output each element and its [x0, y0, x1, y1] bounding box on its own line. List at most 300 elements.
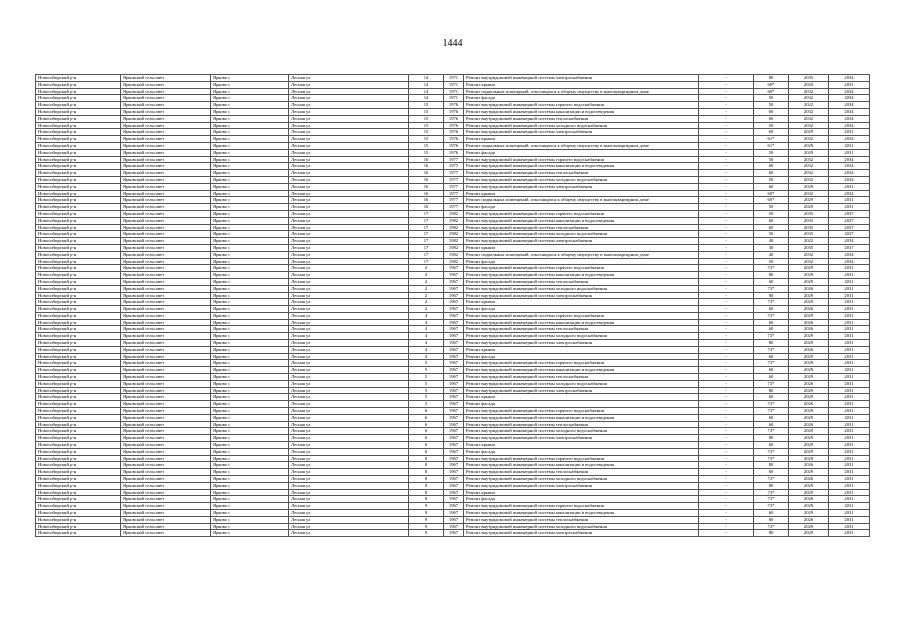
cell-wear-percent: 50: [754, 176, 789, 183]
cell-dash: -: [699, 353, 754, 360]
cell-wear-percent: 50: [754, 156, 789, 163]
cell-house-number: 16: [409, 197, 444, 204]
cell-house-number: 6: [409, 435, 444, 442]
cell-settlement: Ярковский сельсовет: [121, 353, 211, 360]
cell-dash: -: [699, 496, 754, 503]
cell-work-type: Ремонт внутридомовой инженерной системы электроснабжения: [464, 238, 699, 245]
cell-end-year: 2031: [829, 183, 870, 190]
cell-dash: -: [699, 387, 754, 394]
cell-wear-percent: 60: [754, 170, 789, 177]
cell-wear-percent: 60: [754, 469, 789, 476]
cell-district: Новосибирский р-н: [36, 306, 121, 313]
cell-locality: Ярково с: [211, 333, 289, 340]
cell-street: Лесная ул: [289, 442, 409, 449]
cell-end-year: 2031: [829, 421, 870, 428]
cell-settlement: Ярковский сельсовет: [121, 136, 211, 143]
cell-locality: Ярково с: [211, 414, 289, 421]
cell-settlement: Ярковский сельсовет: [121, 306, 211, 313]
table-row: [36, 496, 870, 503]
cell-locality: Ярково с: [211, 326, 289, 333]
cell-end-year: 2031: [829, 278, 870, 285]
cell-start-year: 2026: [789, 421, 829, 428]
cell-street: Лесная ул: [289, 115, 409, 122]
cell-district: Новосибирский р-н: [36, 510, 121, 517]
cell-house-number: 6: [409, 414, 444, 421]
table-row: [36, 299, 870, 306]
table-row: [36, 197, 870, 204]
table-row: [36, 176, 870, 183]
cell-settlement: Ярковский сельсовет: [121, 88, 211, 95]
cell-locality: Ярково с: [211, 231, 289, 238]
cell-house-number: 17: [409, 251, 444, 258]
cell-district: Новосибирский р-н: [36, 374, 121, 381]
cell-dash: -: [699, 346, 754, 353]
cell-district: Новосибирский р-н: [36, 476, 121, 483]
cell-street: Лесная ул: [289, 448, 409, 455]
cell-dash: -: [699, 333, 754, 340]
cell-street: Лесная ул: [289, 183, 409, 190]
cell-year-built: 1971: [444, 81, 464, 88]
cell-house-number: 15: [409, 129, 444, 136]
table-row: [36, 217, 870, 224]
cell-year-built: 1971: [444, 75, 464, 82]
table-row: [36, 428, 870, 435]
cell-wear-percent: 60*: [754, 197, 789, 204]
cell-settlement: Ярковский сельсовет: [121, 516, 211, 523]
table-row: [36, 224, 870, 231]
cell-start-year: 2029: [789, 272, 829, 279]
cell-locality: Ярково с: [211, 244, 289, 251]
cell-street: Лесная ул: [289, 278, 409, 285]
cell-year-built: 1982: [444, 244, 464, 251]
cell-end-year: 2034: [829, 176, 870, 183]
cell-end-year: 2031: [829, 496, 870, 503]
cell-house-number: 8: [409, 476, 444, 483]
cell-district: Новосибирский р-н: [36, 197, 121, 204]
table-row: [36, 510, 870, 517]
cell-dash: -: [699, 367, 754, 374]
cell-end-year: 2034: [829, 88, 870, 95]
cell-work-type: Ремонт внутридомовой инженерной системы горячего водоснабжения: [464, 210, 699, 217]
cell-settlement: Ярковский сельсовет: [121, 319, 211, 326]
cell-dash: -: [699, 469, 754, 476]
cell-work-type: Ремонт внутридомовой инженерной системы холодного водоснабжения: [464, 285, 699, 292]
cell-work-type: Ремонт внутридомовой инженерной системы горячего водоснабжения: [464, 455, 699, 462]
cell-settlement: Ярковский сельсовет: [121, 272, 211, 279]
cell-street: Лесная ул: [289, 523, 409, 530]
cell-dash: -: [699, 503, 754, 510]
cell-settlement: Ярковский сельсовет: [121, 285, 211, 292]
cell-street: Лесная ул: [289, 306, 409, 313]
cell-start-year: 2029: [789, 333, 829, 340]
cell-end-year: 2031: [829, 265, 870, 272]
cell-dash: -: [699, 476, 754, 483]
cell-end-year: 2031: [829, 272, 870, 279]
cell-start-year: 2029: [789, 448, 829, 455]
cell-wear-percent: 60: [754, 319, 789, 326]
cell-settlement: Ярковский сельсовет: [121, 108, 211, 115]
cell-year-built: 1967: [444, 367, 464, 374]
cell-dash: -: [699, 204, 754, 211]
cell-house-number: 2: [409, 265, 444, 272]
cell-street: Лесная ул: [289, 374, 409, 381]
cell-year-built: 1977: [444, 190, 464, 197]
cell-street: Лесная ул: [289, 482, 409, 489]
cell-year-built: 1982: [444, 231, 464, 238]
cell-settlement: Ярковский сельсовет: [121, 482, 211, 489]
cell-end-year: 2034: [829, 75, 870, 82]
cell-settlement: Ярковский сельсовет: [121, 312, 211, 319]
cell-year-built: 1976: [444, 122, 464, 129]
cell-settlement: Ярковский сельсовет: [121, 442, 211, 449]
cell-wear-percent: 50: [754, 210, 789, 217]
cell-district: Новосибирский р-н: [36, 523, 121, 530]
cell-work-type: Ремонт подвальных помещений, относящихся к общему имуществу в многоквартирном доме: [464, 142, 699, 149]
cell-year-built: 1967: [444, 319, 464, 326]
cell-year-built: 1976: [444, 108, 464, 115]
cell-work-type: Ремонт внутридомовой инженерной системы канализации и водоотведения: [464, 414, 699, 421]
table-row: [36, 136, 870, 143]
cell-end-year: 2034: [829, 156, 870, 163]
cell-year-built: 1967: [444, 428, 464, 435]
cell-house-number: 15: [409, 108, 444, 115]
cell-wear-percent: 50: [754, 149, 789, 156]
cell-dash: -: [699, 217, 754, 224]
cell-dash: -: [699, 88, 754, 95]
table-row: [36, 190, 870, 197]
cell-year-built: 1967: [444, 414, 464, 421]
cell-dash: -: [699, 482, 754, 489]
table-row: [36, 408, 870, 415]
table-row: [36, 265, 870, 272]
cell-end-year: 2034: [829, 122, 870, 129]
cell-house-number: 16: [409, 190, 444, 197]
cell-dash: -: [699, 163, 754, 170]
cell-year-built: 1976: [444, 136, 464, 143]
cell-wear-percent: 60: [754, 516, 789, 523]
cell-street: Лесная ул: [289, 340, 409, 347]
cell-end-year: 2031: [829, 408, 870, 415]
cell-work-type: Ремонт фасада: [464, 258, 699, 265]
cell-locality: Ярково с: [211, 476, 289, 483]
cell-street: Лесная ул: [289, 292, 409, 299]
cell-district: Новосибирский р-н: [36, 353, 121, 360]
table-row: [36, 285, 870, 292]
cell-work-type: Ремонт внутридомовой инженерной системы теплоснабжения: [464, 115, 699, 122]
cell-district: Новосибирский р-н: [36, 224, 121, 231]
cell-settlement: Ярковский сельсовет: [121, 156, 211, 163]
cell-wear-percent: 68*: [754, 88, 789, 95]
cell-settlement: Ярковский сельсовет: [121, 333, 211, 340]
cell-start-year: 2032: [789, 176, 829, 183]
cell-dash: -: [699, 374, 754, 381]
table-row: [36, 319, 870, 326]
cell-house-number: 6: [409, 421, 444, 428]
cell-street: Лесная ул: [289, 380, 409, 387]
cell-work-type: Ремонт внутридомовой инженерной системы горячего водоснабжения: [464, 312, 699, 319]
cell-work-type: Ремонт внутридомовой инженерной системы канализации и водоотведения: [464, 272, 699, 279]
cell-settlement: Ярковский сельсовет: [121, 292, 211, 299]
cell-wear-percent: 73*: [754, 496, 789, 503]
cell-settlement: Ярковский сельсовет: [121, 469, 211, 476]
cell-locality: Ярково с: [211, 217, 289, 224]
cell-start-year: 2032: [789, 95, 829, 102]
cell-street: Лесная ул: [289, 516, 409, 523]
cell-wear-percent: 73*: [754, 401, 789, 408]
cell-year-built: 1967: [444, 510, 464, 517]
cell-locality: Ярково с: [211, 516, 289, 523]
cell-end-year: 2031: [829, 333, 870, 340]
cell-year-built: 1967: [444, 340, 464, 347]
table-row: [36, 278, 870, 285]
cell-district: Новосибирский р-н: [36, 516, 121, 523]
cell-locality: Ярково с: [211, 292, 289, 299]
cell-district: Новосибирский р-н: [36, 442, 121, 449]
cell-end-year: 2031: [829, 510, 870, 517]
cell-locality: Ярково с: [211, 115, 289, 122]
cell-house-number: 15: [409, 115, 444, 122]
cell-house-number: 5: [409, 401, 444, 408]
cell-locality: Ярково с: [211, 380, 289, 387]
cell-work-type: Ремонт фасада: [464, 496, 699, 503]
cell-district: Новосибирский р-н: [36, 299, 121, 306]
cell-work-type: Ремонт фасада: [464, 95, 699, 102]
cell-dash: -: [699, 272, 754, 279]
cell-district: Новосибирский р-н: [36, 244, 121, 251]
cell-street: Лесная ул: [289, 163, 409, 170]
cell-year-built: 1967: [444, 360, 464, 367]
cell-dash: -: [699, 102, 754, 109]
cell-dash: -: [699, 462, 754, 469]
cell-start-year: 2029: [789, 340, 829, 347]
cell-settlement: Ярковский сельсовет: [121, 476, 211, 483]
cell-locality: Ярково с: [211, 136, 289, 143]
cell-dash: -: [699, 414, 754, 421]
cell-locality: Ярково с: [211, 251, 289, 258]
cell-district: Новосибирский р-н: [36, 108, 121, 115]
cell-wear-percent: 80: [754, 387, 789, 394]
cell-start-year: 2029: [789, 442, 829, 449]
cell-start-year: 2032: [789, 156, 829, 163]
cell-start-year: 2035: [789, 210, 829, 217]
cell-street: Лесная ул: [289, 244, 409, 251]
cell-end-year: 2031: [829, 462, 870, 469]
cell-settlement: Ярковский сельсовет: [121, 251, 211, 258]
cell-start-year: 2022: [789, 102, 829, 109]
cell-street: Лесная ул: [289, 238, 409, 245]
cell-end-year: 2031: [829, 346, 870, 353]
cell-street: Лесная ул: [289, 149, 409, 156]
cell-house-number: 9: [409, 503, 444, 510]
cell-end-year: 2031: [829, 387, 870, 394]
cell-dash: -: [699, 244, 754, 251]
cell-dash: -: [699, 448, 754, 455]
cell-locality: Ярково с: [211, 421, 289, 428]
cell-settlement: Ярковский сельсовет: [121, 163, 211, 170]
cell-year-built: 1982: [444, 258, 464, 265]
cell-year-built: 1977: [444, 163, 464, 170]
cell-district: Новосибирский р-н: [36, 183, 121, 190]
cell-start-year: 2032: [789, 108, 829, 115]
cell-work-type: Ремонт подвальных помещений, относящихся к общему имуществу в многоквартирном доме: [464, 88, 699, 95]
cell-house-number: 4: [409, 346, 444, 353]
cell-work-type: Ремонт внутридомовой инженерной системы электроснабжения: [464, 435, 699, 442]
cell-year-built: 1967: [444, 394, 464, 401]
cell-locality: Ярково с: [211, 387, 289, 394]
cell-house-number: 16: [409, 204, 444, 211]
cell-settlement: Ярковский сельсовет: [121, 231, 211, 238]
table-row: [36, 455, 870, 462]
cell-settlement: Ярковский сельсовет: [121, 421, 211, 428]
cell-wear-percent: 80: [754, 75, 789, 82]
table-row: [36, 183, 870, 190]
cell-settlement: Ярковский сельсовет: [121, 75, 211, 82]
cell-house-number: 5: [409, 394, 444, 401]
cell-district: Новосибирский р-н: [36, 217, 121, 224]
cell-house-number: 15: [409, 122, 444, 129]
cell-street: Лесная ул: [289, 346, 409, 353]
cell-dash: -: [699, 251, 754, 258]
cell-street: Лесная ул: [289, 102, 409, 109]
cell-start-year: 2029: [789, 455, 829, 462]
cell-settlement: Ярковский сельсовет: [121, 380, 211, 387]
table-row: [36, 95, 870, 102]
cell-wear-percent: 73*: [754, 448, 789, 455]
table-row: [36, 469, 870, 476]
table-row: [36, 442, 870, 449]
cell-district: Новосибирский р-н: [36, 170, 121, 177]
cell-street: Лесная ул: [289, 224, 409, 231]
cell-locality: Ярково с: [211, 272, 289, 279]
cell-house-number: 4: [409, 353, 444, 360]
cell-locality: Ярково с: [211, 224, 289, 231]
cell-district: Новосибирский р-н: [36, 238, 121, 245]
cell-street: Лесная ул: [289, 394, 409, 401]
cell-dash: -: [699, 319, 754, 326]
cell-start-year: 2032: [789, 115, 829, 122]
table-row: [36, 340, 870, 347]
cell-work-type: Ремонт внутридомовой инженерной системы холодного водоснабжения: [464, 333, 699, 340]
table-row: [36, 401, 870, 408]
cell-work-type: Ремонт внутридомовой инженерной системы электроснабжения: [464, 129, 699, 136]
cell-dash: -: [699, 81, 754, 88]
cell-settlement: Ярковский сельсовет: [121, 129, 211, 136]
cell-dash: -: [699, 129, 754, 136]
cell-dash: -: [699, 170, 754, 177]
cell-wear-percent: 50: [754, 122, 789, 129]
cell-start-year: 2029: [789, 265, 829, 272]
cell-settlement: Ярковский сельсовет: [121, 217, 211, 224]
cell-district: Новосибирский р-н: [36, 503, 121, 510]
cell-wear-percent: 60: [754, 510, 789, 517]
cell-end-year: 2031: [829, 360, 870, 367]
cell-work-type: Ремонт крыши: [464, 136, 699, 143]
cell-locality: Ярково с: [211, 367, 289, 374]
cell-wear-percent: 60: [754, 421, 789, 428]
cell-house-number: 17: [409, 231, 444, 238]
cell-house-number: 8: [409, 489, 444, 496]
cell-end-year: 2034: [829, 136, 870, 143]
cell-street: Лесная ул: [289, 258, 409, 265]
cell-dash: -: [699, 516, 754, 523]
cell-work-type: Ремонт крыши: [464, 299, 699, 306]
cell-locality: Ярково с: [211, 428, 289, 435]
cell-street: Лесная ул: [289, 75, 409, 82]
cell-district: Новосибирский р-н: [36, 210, 121, 217]
cell-work-type: Ремонт внутридомовой инженерной системы электроснабжения: [464, 340, 699, 347]
cell-district: Новосибирский р-н: [36, 346, 121, 353]
cell-work-type: Ремонт крыши: [464, 244, 699, 251]
cell-dash: -: [699, 183, 754, 190]
cell-locality: Ярково с: [211, 285, 289, 292]
cell-house-number: 5: [409, 360, 444, 367]
cell-locality: Ярково с: [211, 75, 289, 82]
cell-start-year: 2035: [789, 217, 829, 224]
cell-locality: Ярково с: [211, 258, 289, 265]
cell-work-type: Ремонт внутридомовой инженерной системы теплоснабжения: [464, 224, 699, 231]
cell-street: Лесная ул: [289, 360, 409, 367]
cell-start-year: 2029: [789, 408, 829, 415]
cell-wear-percent: 60: [754, 326, 789, 333]
cell-street: Лесная ул: [289, 129, 409, 136]
cell-locality: Ярково с: [211, 503, 289, 510]
cell-street: Лесная ул: [289, 136, 409, 143]
cell-settlement: Ярковский сельсовет: [121, 523, 211, 530]
cell-year-built: 1977: [444, 176, 464, 183]
cell-year-built: 1967: [444, 448, 464, 455]
cell-dash: -: [699, 136, 754, 143]
table-body: [36, 75, 870, 537]
cell-work-type: Ремонт внутридомовой инженерной системы канализации и водоотведения: [464, 319, 699, 326]
table-row: [36, 156, 870, 163]
cell-dash: -: [699, 75, 754, 82]
cell-house-number: 2: [409, 299, 444, 306]
table-row: [36, 326, 870, 333]
cell-district: Новосибирский р-н: [36, 435, 121, 442]
cell-house-number: 16: [409, 183, 444, 190]
cell-start-year: 2035: [789, 244, 829, 251]
cell-year-built: 1982: [444, 210, 464, 217]
table-row: [36, 387, 870, 394]
cell-dash: -: [699, 265, 754, 272]
cell-work-type: Ремонт внутридомовой инженерной системы канализации и водоотведения: [464, 367, 699, 374]
cell-settlement: Ярковский сельсовет: [121, 183, 211, 190]
cell-start-year: 2029: [789, 353, 829, 360]
cell-street: Лесная ул: [289, 333, 409, 340]
cell-house-number: 16: [409, 176, 444, 183]
cell-settlement: Ярковский сельсовет: [121, 238, 211, 245]
cell-street: Лесная ул: [289, 176, 409, 183]
cell-year-built: 1967: [444, 496, 464, 503]
table-row: [36, 115, 870, 122]
cell-start-year: 2032: [789, 163, 829, 170]
cell-end-year: 2031: [829, 435, 870, 442]
cell-end-year: 2031: [829, 455, 870, 462]
cell-wear-percent: 60: [754, 183, 789, 190]
cell-end-year: 2034: [829, 258, 870, 265]
cell-year-built: 1967: [444, 333, 464, 340]
cell-district: Новосибирский р-н: [36, 115, 121, 122]
cell-wear-percent: 73*: [754, 299, 789, 306]
cell-street: Лесная ул: [289, 387, 409, 394]
cell-work-type: Ремонт крыши: [464, 489, 699, 496]
cell-house-number: 16: [409, 163, 444, 170]
cell-year-built: 1977: [444, 197, 464, 204]
cell-end-year: 2031: [829, 503, 870, 510]
cell-locality: Ярково с: [211, 401, 289, 408]
cell-dash: -: [699, 299, 754, 306]
cell-settlement: Ярковский сельсовет: [121, 210, 211, 217]
